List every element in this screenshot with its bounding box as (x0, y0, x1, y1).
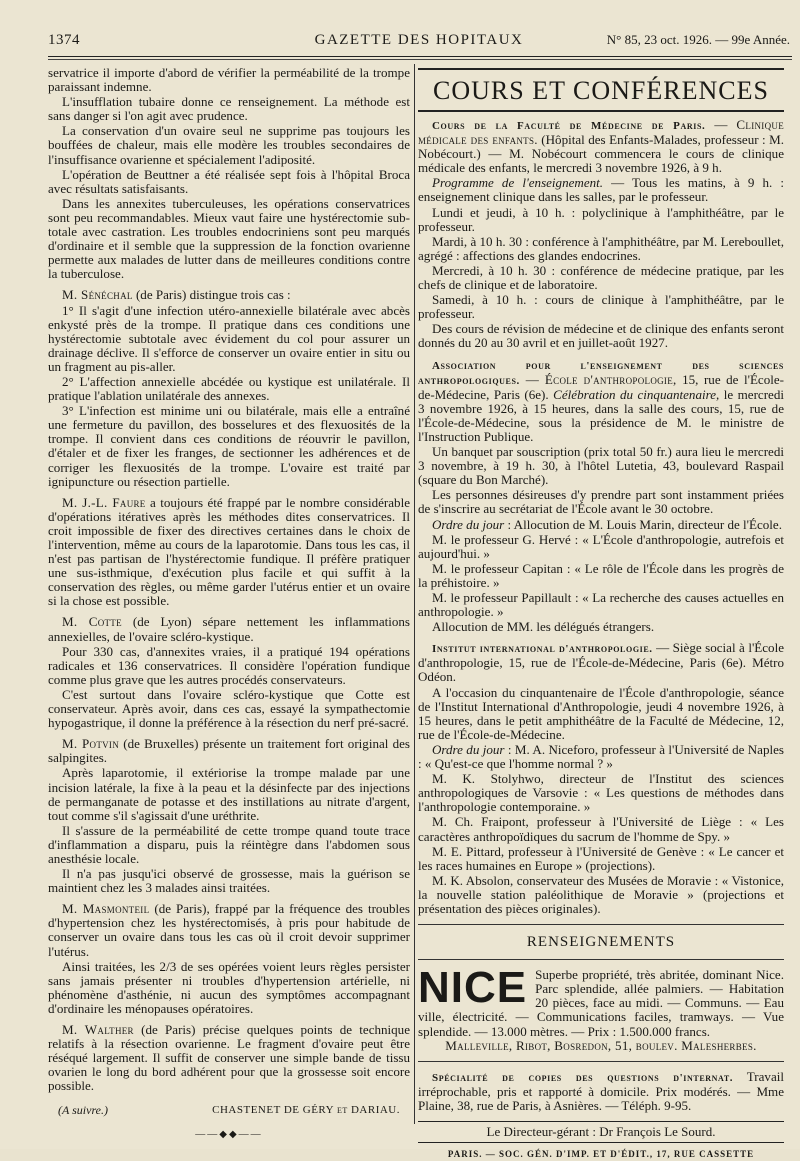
divider (418, 924, 784, 925)
page-header (48, 28, 790, 54)
paragraph: Ordre du jour : M. A. Niceforo, professeur à l'Université de Naples : « Qu'est-ce que l'homme normal ? » (418, 741, 784, 772)
notice-paragraph: Association pour l'enseignement des sciences anthropologiques. — École d'anthropologie, 15, rue de l'École-de-Médecine, Paris (6e). Célébration du cinquantenaire, le mercredi 3 novembre 1926, à 15 heures, dans la salle des cours, 15, rue de l'École-de-Médecine, sous la présidence de M. le ministre de l'Instruction Publique. (418, 359, 784, 444)
divider (418, 1061, 784, 1062)
paragraph: Mercredi, à 10 h. 30 : conférence de médecine pratique, par les chefs de clinique et de laboratoire. (418, 262, 784, 293)
journal-title: GAZETTE DES HOPITAUX (314, 32, 524, 48)
paragraph: Lundi et jeudi, à 10 h. : polyclinique à l'amphithéâtre, par le professeur. (418, 204, 784, 234)
paragraph: Samedi, à 10 h. : cours de clinique à l'amphithéâtre, par le professeur. (418, 292, 784, 322)
paragraph: Il n'a pas jusqu'ici observé de grossesse, mais la guérison se maintient chez les 3 malades ainsi traitées. (48, 866, 410, 896)
list-item: M. K. Absolon, conservateur des Musées de Moravie : « Vistonice, la nouvelle station paléolithique de Moravie » (projections et présentation des pièces originales). (418, 872, 784, 916)
column-divider (414, 64, 415, 1124)
header-rule (48, 56, 792, 57)
right-column (418, 66, 784, 1160)
divider (418, 959, 784, 960)
list-item: Allocution de MM. les délégués étrangers. (432, 619, 655, 635)
notice-paragraph: Cours de la Faculté de Médecine de Paris. — Clinique médicale des enfants. (Hôpital des Enfants-Malades, professeur : M. Nobécourt.) — M. Nobécourt commencera le cours de clinique médicale des enfants, le mercredi 3 novembre 1926, à 9 h. (418, 117, 784, 176)
article-authors: CHASTENET DE GÉRY et DARIAU. (212, 1104, 400, 1117)
list-item: M. E. Pittard, professeur à l'Université de Genève : « Le cancer et les races humaines en Europe » (projections). (418, 843, 784, 873)
nice-ad-agents: Malleville, Ribot, Bosredon, 51, boulev. Malesherbes. (445, 1037, 757, 1053)
notice-heading: Institut international d'anthropologie. (432, 643, 653, 656)
copies-heading: Spécialité de copies des questions d'internat. (432, 1071, 734, 1084)
speaker-name: M. J.-L. Faure (62, 494, 146, 510)
paragraph: L'opération de Beuttner a été réalisée sept fois à l'hôpital Broca avec résultats satisfaisants. (48, 166, 410, 196)
speaker-paragraph: M. Masmonteil (de Paris), frappé par la fréquence des troubles d'hypertension chez les hystérectomisés, à pris pour habitude de conserver un ovaire dans tous les cas où il croit devoir supprimer l'utérus. (48, 901, 410, 959)
paragraph: L'insufflation tubaire donne ce renseignement. La méthode est sans danger si l'on agit avec prudence. (48, 94, 410, 124)
list-item: M. le professeur G. Hervé : « L'École d'anthropologie, autrefois et aujourd'hui. » (418, 531, 784, 561)
speaker-name: M. Walther (62, 1022, 134, 1037)
nice-advertisement (418, 963, 784, 1053)
paragraph: Des cours de révision de médecine et de clinique des enfants seront donnés du 20 au 30 avril et en juillet-août 1927. (418, 321, 784, 351)
paragraph: Un banquet par souscription (prix total 50 fr.) aura lieu le mercredi 3 novembre, à 19 h. 30, à l'hôtel Lutetia, 43, boulevard Raspail (square du Bon Marché). (418, 444, 784, 488)
list-item: 2° L'affection annexielle abcédée ou kystique est unilatérale. Il pratique l'ablation unilatérale des annexes. (48, 373, 410, 404)
speaker-paragraph: M. J.-L. Faure a toujours été frappé par le nombre considérable d'opérations itératives après les méthodes dites conservatrices. Il croit impossible de fixer des directives certaines dans le choix de l'intervention, même au cours de la laparotomie. Dans tous les cas, il n'est pas partisan de l'hystérectomie fundique. Il préfère pratiquer une sus-isthmique, d'exécution plus facile et qui suffit à la conservation des règles, ou même garder l'utérus entier et un ovaire si la chose est possible. (48, 494, 410, 609)
paragraph: La conservation d'un ovaire seul ne supprime pas toujours les bouffées de chaleur, mais elle modère les troubles secondaires de l'insuffisance ovarienne et spécialement l'adiposité. (48, 123, 410, 167)
paragraph: C'est surtout dans l'ovaire scléro-kystique que Cotte est conservateur. Après avoir, dans ces cas, essayé la sympathectomie hypogastrique, il donne la préférence à la résection du nerf pré-sacré. (48, 686, 410, 731)
paragraph: A l'occasion du cinquantenaire de l'École d'anthropologie, séance de l'Institut International d'Anthropologie, jeudi 4 novembre 1926, à 15 heures, dans le petit amphithéâtre de la Faculté de Médecine, 12, rue de l'École-de-Médecine. (418, 684, 784, 742)
list-item: M. le professeur Papillault : « La recherche des causes actuelles en anthropologie. » (418, 590, 784, 620)
page-number: 1374 (48, 32, 80, 48)
speaker-name: M. Masmonteil (62, 901, 150, 917)
printer-imprint: PARIS. — SOC. GÉN. D'IMP. ET D'ÉDIT., 17, RUE CASSETTE (447, 1149, 755, 1160)
list-item: M. K. Stolyhwo, directeur de l'Institut des sciences anthropologiques de Varsovie : « Les questions de méthodes dans l'anthropologie contemporaine. » (418, 771, 784, 815)
list-item: M. le professeur Capitan : « Le rôle de l'École dans les progrès de la préhistoire. » (418, 560, 784, 590)
left-column (48, 65, 410, 1140)
paragraph: Après laparotomie, il extériorise la trompe malade par une incision latérale, la fixe à la peau et la désinfecte par des injections de permanganate de potasse et des instillations au nitrate d'argent, tout comme s'il s'agissait d'une uréthrite. (48, 765, 410, 823)
notice-paragraph: Institut international d'anthropologie. — Siège social à l'École d'anthropologie, 15, rue de l'École-de-Médecine, Paris (6e). Métro Odéon. (418, 640, 784, 685)
nice-headline: NICE (418, 963, 528, 1013)
article-signoff (48, 1103, 410, 1117)
renseignements-title: RENSEIGNEMENTS (526, 934, 676, 951)
paragraph: Mardi, à 10 h. 30 : conférence à l'amphithéâtre, par M. Lereboullet, agrégé : affections des glandes endocrines. (418, 233, 784, 263)
director-line: Le Directeur-gérant : Dr François Le Sourd. (418, 1121, 784, 1143)
speaker-paragraph: M. Potvin (de Bruxelles) présente un traitement fort original des salpingites. (48, 736, 410, 766)
notice-heading: Cours de la Faculté de Médecine de Paris. (432, 120, 706, 132)
notice-heading: Association pour l'enseignement des sciences anthropologiques. (418, 359, 784, 387)
list-item: M. Ch. Fraipont, professeur à l'Université de Liège : « Les caractères anthropoïdiques du sacrum de l'homme de Spy. » (418, 814, 784, 844)
paragraph: Dans les annexites tuberculeuses, les opérations conservatrices sont peu recommandables. Mieux vaut faire une hystérectomie sub-totale avec castration. Les troubles endocriniens sont peu marqués d'ordinaire et il semble que la suppression de la fonction ovarienne permette aux malades de lutter dans de meilleures conditions contre la tuberculose. (48, 195, 410, 282)
section-title: COURS ET CONFÉRENCES (433, 76, 769, 105)
section-rule-top (418, 68, 784, 70)
to-be-continued: (A suivre.) (58, 1103, 108, 1118)
speaker-paragraph: M. Walther (de Paris) précise quelques points de technique relatifs à la résection ovarienne. Le fragment d'ovaire peut être réséqué largement. Il suffit de conserver une simple bande de tissu ovarien le long du bord adhérent pour que la grossesse soit encore possible. (48, 1022, 410, 1094)
speaker-paragraph: M. Cotte (de Lyon) sépare nettement les inflammations annexielles, de l'ovaire scléro-kystique. (48, 614, 410, 644)
section-rule-bottom (418, 110, 784, 112)
issue-meta: N° 85, 23 oct. 1926. — 99e Année. (606, 32, 790, 47)
paragraph: Pour 330 cas, d'annexites vraies, il a pratiqué 194 opérations radicales et 136 conservatrices. Il considère l'opération fundique comme plus grave que les autres procédés conservateurs. (48, 643, 410, 687)
copies-advertisement: Spécialité de copies des questions d'internat. Travail irréprochable, pris et rapporté à domicile. Prix modérés. — Mme Plaine, 38, rue de Paris, à Asnières. — Téléph. 9-95. (418, 1068, 784, 1113)
ornament-divider: ——◆◆—— (195, 1128, 263, 1140)
list-item: 1° Il s'agit d'une infection utéro-annexielle bilatérale avec abcès enkysté près de la trompe. Il pratique dans ces conditions une hystérectomie subtotale avec évidement du col pour assurer un drainage déclive. Il s'efforce de conserver un ovaire entier in situ ou un fragment au pis-aller. (48, 302, 410, 374)
paragraph: Programme de l'enseignement. — Tous les matins, à 9 h. : enseignement clinique dans les salles, par le professeur. (418, 175, 784, 205)
paragraph: Ordre du jour : Allocution de M. Louis Marin, directeur de l'École. (432, 516, 782, 532)
list-item: 3° L'infection est minime uni ou bilatérale, mais elle a entraîné une fermeture du pavillon, des bosselures et des flexuosités de la trompe. Il convient dans ces conditions de réouvrir le pavillon, d'étaler et de fixer les franges, de sectionner les adhérences et de corriger les flexuosités de la trompe. L'ovaire est traité par ignipuncture ou résection partielle. (48, 403, 410, 489)
paragraph: servatrice il importe d'abord de vérifier la perméabilité de la trompe paraissant indemne. (48, 65, 410, 95)
nice-ad-text: Superbe propriété, très abritée, dominant Nice. Parc splendide, allée palmiers. — Habitation 20 pièces, face au midi. — Communs. — Eau ville, électricité. — Communications faciles, tramways. — Vue splendide. — 13.000 mètres. — Prix : 1.500.000 francs. (418, 967, 784, 1039)
speaker-name: M. Sénéchal (62, 287, 133, 303)
speaker-name: M. Potvin (62, 736, 120, 752)
speaker-paragraph: M. Sénéchal (de Paris) distingue trois cas : (62, 287, 291, 303)
paragraph: Il s'assure de la perméabilité de cette trompe quand toute trace d'inflammation a disparu, puis la réintègre dans l'abdomen sous anesthésie locale. (48, 822, 410, 866)
header-rule-thin (48, 59, 792, 60)
paragraph: Les personnes désireuses d'y prendre part sont instamment priées de s'inscrire au secrétariat de l'École avant le 30 octobre. (418, 487, 784, 517)
speaker-name: M. Cotte (62, 614, 122, 630)
paragraph: Ainsi traitées, les 2/3 de ses opérées voient leurs règles persister sans jamais présenter ni troubles d'hypertension artérielle, ni phénomène d'asthénie, ni aucun des symptômes accompagnant d'ordinaire les ménopauses opératoires. (48, 958, 410, 1016)
